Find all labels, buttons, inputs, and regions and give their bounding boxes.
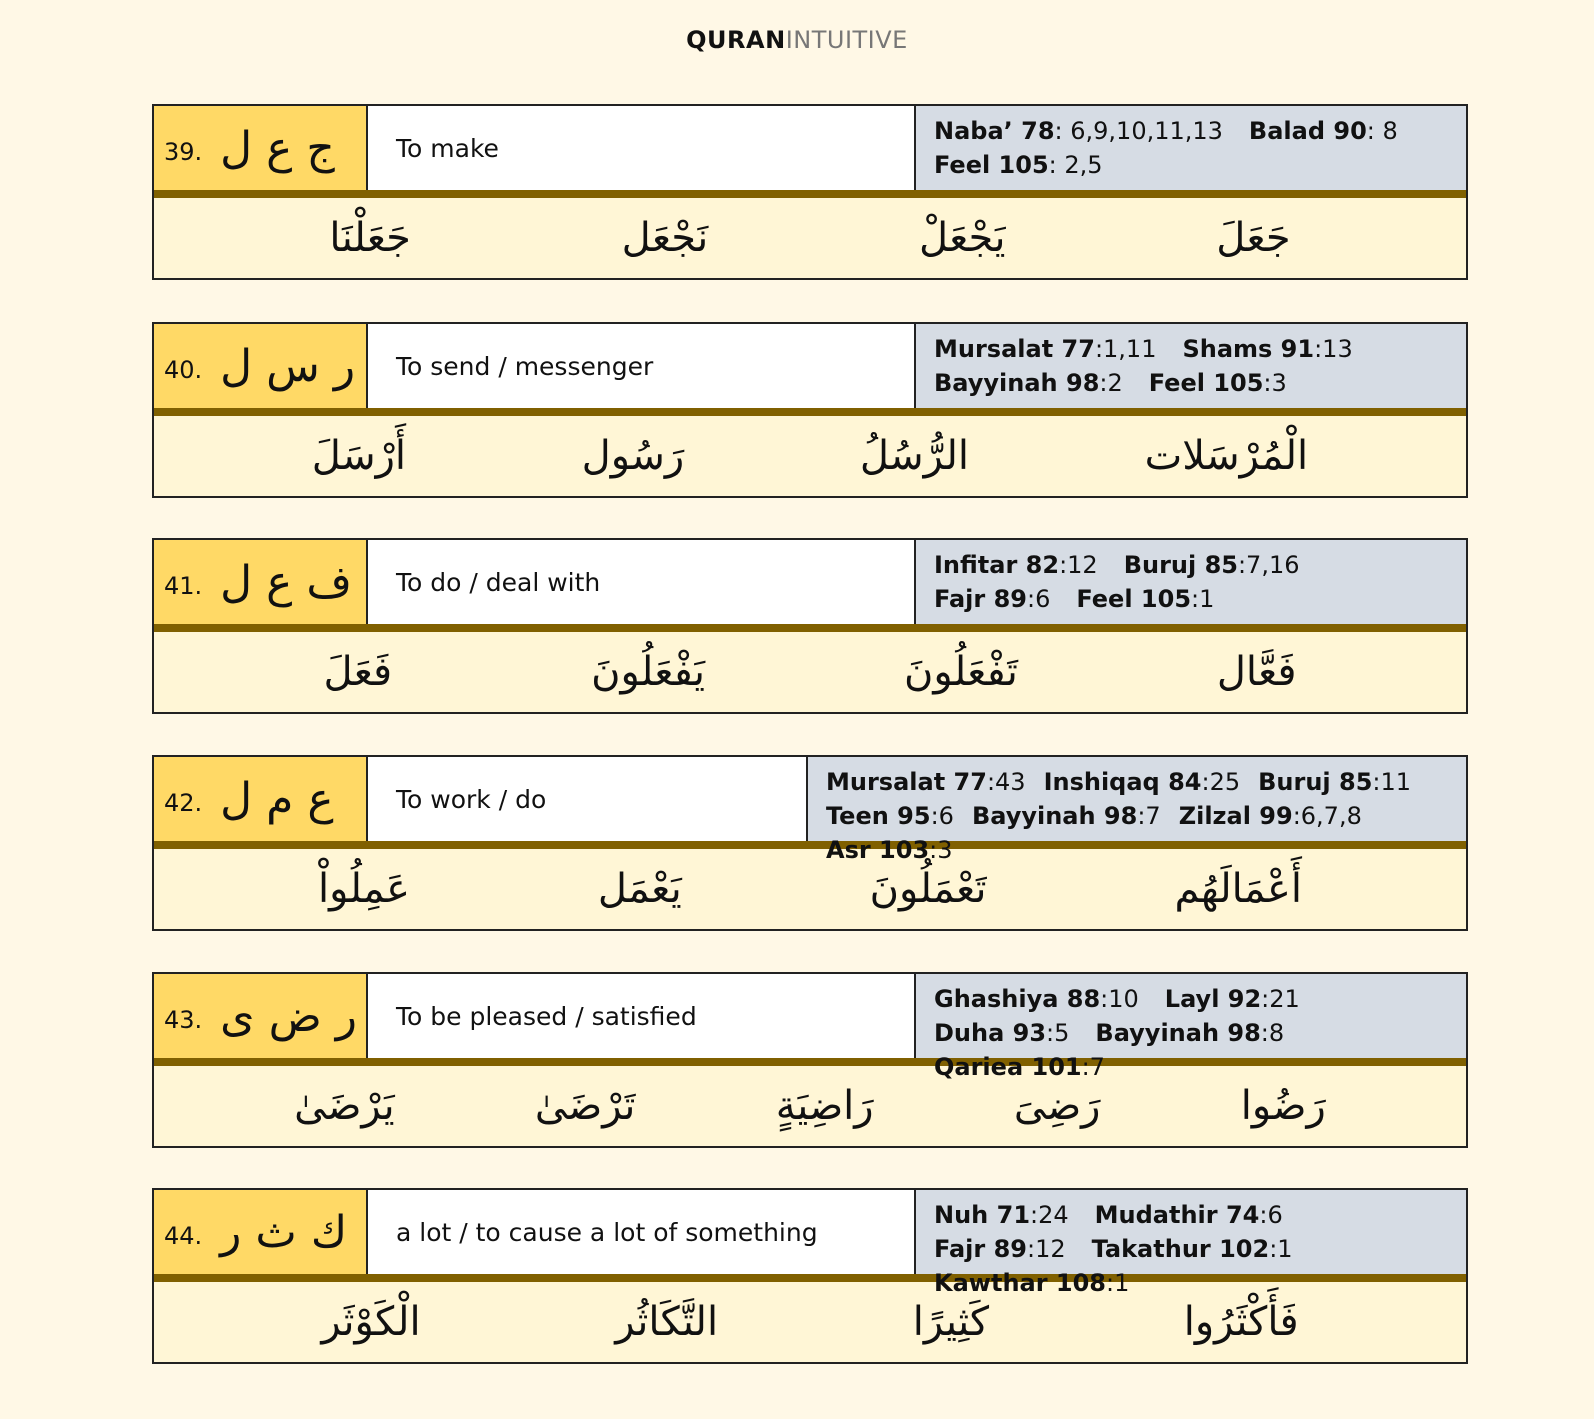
surah-reference: Buruj 85:7,16 [1123,551,1300,579]
arabic-word: جَعَلْنَا [329,215,411,261]
entry-number: 41. [164,572,203,600]
arabic-words-row [154,849,1466,929]
arabic-word: يَجْعَلْ [918,215,1006,261]
entry-header-row [154,540,1466,632]
surah-reference: Infitar 82:12 [934,551,1098,579]
surah-reference: Takathur 102:1 [1091,1235,1293,1263]
arabic-word: يَعْمَل [597,866,682,912]
root-cell [154,1190,368,1274]
meaning-cell: To be pleased / satisfied [368,974,916,1058]
entry-number: 42. [164,789,203,817]
surah-reference: Asr 103:3 [826,836,953,864]
vocab-entry [152,322,1468,498]
entry-header-row [154,1190,1466,1297]
root-letters: ع م ل [220,773,334,825]
arabic-word: جَعَلَ [1216,215,1291,261]
arabic-words-row [154,632,1466,712]
vocab-entry [152,538,1468,714]
entry-header-row [154,757,1466,864]
arabic-word: الْمُرْسَلات [1144,433,1309,479]
surah-reference: Feel 105: 2,5 [934,151,1103,179]
surah-reference: Buruj 85:11 [1258,768,1412,796]
surah-reference: Mudathir 74:6 [1094,1201,1283,1229]
arabic-word: يَرْضَىٰ [294,1083,395,1129]
arabic-word: التَّكَاثُر [615,1299,719,1345]
surah-reference: Duha 93:5 [934,1019,1070,1047]
root-letters: ف ع ل [220,556,352,608]
arabic-word: رَضِىَ [1013,1083,1101,1129]
arabic-word: نَجْعَل [621,215,709,261]
references-cell [808,757,1466,864]
root-letters: ر س ل [220,340,356,392]
meaning-cell: a lot / to cause a lot of something [368,1190,916,1274]
arabic-word: رَضُوا [1240,1083,1326,1129]
arabic-word: الرُّسُلُ [859,433,970,479]
arabic-word: كَثِيرًا [912,1299,990,1345]
arabic-word: أَرْسَلَ [311,433,407,479]
arabic-word: فَعَلَ [323,649,393,695]
references-cell [916,974,1466,1081]
root-letters: ك ث ر [220,1206,348,1258]
arabic-word: فَعَّال [1216,649,1297,695]
surah-reference: Mursalat 77:43 [826,768,1026,796]
root-cell [154,974,368,1058]
vocab-entry [152,104,1468,280]
surah-reference: Shams 91:13 [1182,335,1353,363]
references-cell [916,540,1466,624]
arabic-word: رَسُول [581,433,685,479]
brand-bold: QURAN [686,26,786,54]
surah-reference: Inshiqaq 84:25 [1043,768,1241,796]
references-cell [916,106,1466,190]
root-cell [154,757,368,841]
surah-reference: Teen 95:6 [826,802,954,830]
entry-header-row [154,974,1466,1081]
arabic-word: عَمِلُواْ [317,866,410,912]
arabic-word: أَعْمَالَهُم [1174,866,1302,912]
surah-reference: Zilzal 99:6,7,8 [1178,802,1362,830]
surah-reference: Bayyinah 98:7 [971,802,1161,830]
brand-title [0,26,1594,54]
arabic-words-row [154,198,1466,278]
entry-number: 39. [164,138,203,166]
surah-reference: Bayyinah 98:2 [934,369,1123,397]
entry-header-row [154,324,1466,416]
surah-reference: Layl 92:21 [1164,985,1300,1013]
arabic-words-row [154,416,1466,496]
brand-light: INTUITIVE [785,26,908,54]
root-cell [154,324,368,408]
arabic-word: يَفْعَلُونَ [591,649,706,695]
root-cell [154,106,368,190]
meaning-cell: To do / deal with [368,540,916,624]
surah-reference: Naba’ 78: 6,9,10,11,13 [934,117,1223,145]
arabic-word: رَاضِيَةٍ [775,1083,874,1129]
vocab-entry [152,1188,1468,1364]
entry-header-row [154,106,1466,198]
surah-reference: Kawthar 108:1 [934,1269,1130,1297]
meaning-cell: To make [368,106,916,190]
arabic-word: تَرْضَىٰ [534,1083,636,1129]
surah-reference: Feel 105:1 [1076,585,1215,613]
surah-reference: Ghashiya 88:10 [934,985,1139,1013]
references-cell [916,324,1466,408]
vocab-entry [152,972,1468,1148]
surah-reference: Bayyinah 98:8 [1095,1019,1285,1047]
surah-reference: Mursalat 77:1,11 [934,335,1157,363]
surah-reference: Balad 90: 8 [1248,117,1398,145]
root-letters: ر ض ى [220,990,358,1042]
surah-reference: Nuh 71:24 [934,1201,1069,1229]
entry-number: 40. [164,356,203,384]
meaning-cell: To send / messenger [368,324,916,408]
arabic-word: فَأَكْثَرُوا [1183,1299,1299,1345]
entry-number: 44. [164,1222,203,1250]
arabic-words-row [154,1066,1466,1146]
root-cell [154,540,368,624]
meaning-cell: To work / do [368,757,808,841]
vocab-entry [152,755,1468,931]
surah-reference: Fajr 89:12 [934,1235,1066,1263]
references-cell [916,1190,1466,1297]
arabic-words-row [154,1282,1466,1362]
entry-number: 43. [164,1006,203,1034]
arabic-word: تَفْعَلُونَ [903,649,1018,695]
surah-reference: Feel 105:3 [1148,369,1287,397]
arabic-word: الْكَوْثَر [321,1299,421,1345]
root-letters: ج ع ل [220,122,335,174]
arabic-word: تَعْمَلُونَ [869,866,987,912]
surah-reference: Qariea 101:7 [934,1053,1105,1081]
surah-reference: Fajr 89:6 [934,585,1051,613]
